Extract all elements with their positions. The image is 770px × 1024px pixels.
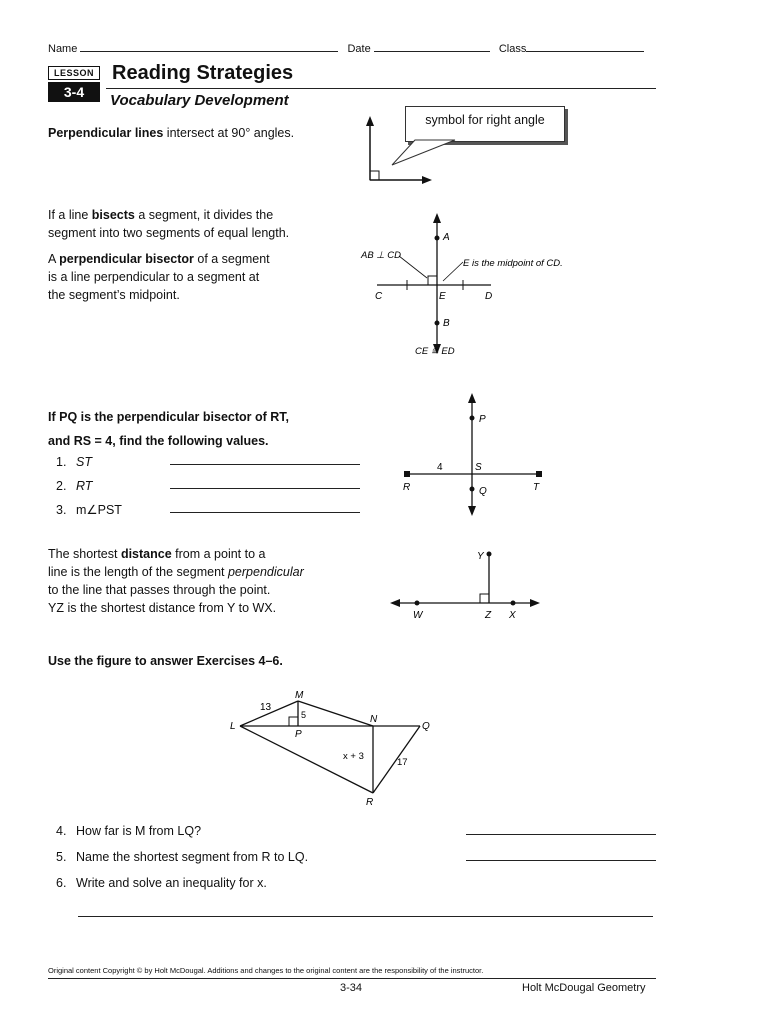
item-number: 4. bbox=[56, 824, 67, 838]
label-5: 5 bbox=[301, 710, 307, 720]
point-x bbox=[511, 601, 516, 606]
bisect-text-1: If a line bbox=[48, 208, 92, 222]
label-q: Q bbox=[479, 486, 487, 497]
copyright-notice: Original content Copyright © by Holt McDougal. Additions and changes to the original content are the responsibility of the instructor. bbox=[48, 966, 484, 975]
item-text: ST bbox=[76, 455, 92, 469]
answer-blank-5[interactable] bbox=[466, 846, 656, 861]
bisect-definition bbox=[48, 206, 289, 242]
pq-question bbox=[48, 405, 289, 453]
congruent-note: CE ≅ ED bbox=[415, 346, 455, 357]
point-r bbox=[404, 471, 410, 477]
point-w bbox=[415, 601, 420, 606]
bisect-text-2: a segment, it divides the bbox=[134, 208, 274, 222]
label-b: B bbox=[443, 318, 450, 329]
arrow-bottom bbox=[468, 506, 476, 516]
exercises-intro: Use the figure to answer Exercises 4–6. bbox=[48, 654, 283, 668]
leader-left bbox=[399, 256, 427, 278]
bisect-text-3: segment into two segments of equal length. bbox=[48, 226, 290, 240]
distance-text-1: The shortest bbox=[48, 547, 121, 561]
pq-line-2: and RS = 4, find the following values. bbox=[48, 434, 269, 448]
label-a: A bbox=[443, 232, 450, 243]
right-angle-mark bbox=[480, 594, 489, 603]
term-perpendicular-bisector: perpendicular bisector bbox=[59, 252, 194, 266]
item-number: 2. bbox=[56, 479, 67, 493]
class-label: Class bbox=[498, 43, 527, 55]
label-l: L bbox=[230, 721, 236, 732]
label-m: M bbox=[295, 690, 304, 701]
callout-pointer bbox=[392, 140, 455, 165]
lesson-number: 3-4 bbox=[48, 82, 100, 102]
segment-mn bbox=[298, 701, 373, 726]
distance-definition bbox=[48, 545, 304, 617]
point-a bbox=[435, 236, 440, 241]
item-text: Name the shortest segment from R to LQ. bbox=[76, 850, 309, 864]
exercise-figure bbox=[225, 685, 445, 810]
list-item bbox=[56, 450, 360, 474]
label-13: 13 bbox=[260, 702, 272, 713]
pq-items bbox=[56, 450, 360, 522]
answer-blank-3[interactable] bbox=[170, 498, 360, 513]
arrow-top bbox=[433, 213, 441, 223]
perpendicular-definition bbox=[48, 124, 294, 142]
perpendicular-rest: intersect at 90° angles. bbox=[163, 126, 295, 140]
answer-blank-2[interactable] bbox=[170, 474, 360, 489]
label-z: Z bbox=[485, 610, 492, 621]
item-text: m∠PST bbox=[76, 503, 122, 517]
list-item bbox=[56, 498, 360, 522]
label-w: W bbox=[413, 610, 423, 621]
label-d: D bbox=[485, 291, 493, 302]
label-s: S bbox=[475, 462, 482, 473]
leader-right bbox=[443, 262, 463, 281]
title-rule bbox=[106, 88, 656, 89]
right-angle-mark bbox=[289, 717, 298, 726]
label-four: 4 bbox=[437, 462, 443, 473]
item-number: 3. bbox=[56, 503, 67, 517]
arrowhead-right bbox=[422, 176, 432, 184]
arrow-right bbox=[530, 599, 540, 607]
arrowhead-up bbox=[366, 116, 374, 126]
label-x-plus-3: x + 3 bbox=[343, 751, 364, 762]
label-p: P bbox=[295, 729, 302, 740]
label-r: R bbox=[403, 482, 411, 493]
item-number: 5. bbox=[56, 850, 67, 864]
name-field[interactable] bbox=[80, 51, 338, 52]
class-field[interactable] bbox=[526, 51, 644, 52]
point-p bbox=[470, 416, 475, 421]
list-item bbox=[56, 870, 656, 896]
name-line bbox=[48, 43, 644, 55]
item-text: How far is M from LQ? bbox=[76, 824, 202, 838]
arrow-top bbox=[468, 393, 476, 403]
lesson-label: LESSON bbox=[48, 66, 100, 80]
pq-figure bbox=[395, 388, 555, 520]
answer-blank-1[interactable] bbox=[170, 450, 360, 465]
label-n: N bbox=[370, 714, 378, 725]
distance-text-3: line is the length of the segment bbox=[48, 565, 228, 579]
point-y bbox=[487, 552, 492, 557]
exercise-items bbox=[56, 818, 656, 896]
label-x: X bbox=[509, 610, 516, 621]
term-distance: distance bbox=[120, 547, 172, 561]
answer-blank-4[interactable] bbox=[466, 820, 656, 835]
point-b bbox=[435, 321, 440, 326]
ab-perp-cd: AB ⊥ CD bbox=[361, 250, 401, 261]
label-e: E bbox=[439, 291, 446, 302]
footer-rule bbox=[48, 978, 656, 979]
label-17: 17 bbox=[397, 757, 408, 768]
term-perpendicular: Perpendicular lines bbox=[48, 126, 164, 140]
distance-text-2: from a point to a bbox=[171, 547, 266, 561]
list-item bbox=[56, 818, 656, 844]
term-perpendicular-italic: perpendicular bbox=[227, 565, 304, 579]
right-angle-mark bbox=[428, 276, 437, 285]
list-item bbox=[56, 844, 656, 870]
label-c: C bbox=[375, 291, 383, 302]
midpoint-note: E is the midpoint of CD. bbox=[463, 258, 563, 269]
date-label: Date bbox=[347, 43, 371, 55]
label-t: T bbox=[533, 482, 540, 493]
pb-text-2: of a segment bbox=[193, 252, 270, 266]
point-t bbox=[536, 471, 542, 477]
point-q bbox=[470, 487, 475, 492]
label-p: P bbox=[479, 414, 486, 425]
answer-line-6[interactable] bbox=[78, 916, 653, 917]
pb-text-3: is a line perpendicular to a segment at bbox=[48, 270, 260, 284]
lesson-badge bbox=[48, 66, 100, 102]
pb-text-4: the segment’s midpoint. bbox=[48, 288, 180, 302]
distance-text-5: YZ is the shortest distance from Y to WX. bbox=[48, 601, 277, 615]
pb-text-1: A bbox=[48, 252, 60, 266]
item-number: 1. bbox=[56, 455, 67, 469]
perpendicular-bisector-definition bbox=[48, 250, 270, 304]
distance-figure bbox=[385, 545, 545, 625]
label-r: R bbox=[366, 797, 374, 808]
item-number: 6. bbox=[56, 876, 67, 890]
list-item bbox=[56, 474, 360, 498]
term-bisects: bisects bbox=[91, 208, 135, 222]
distance-text-4: to the line that passes through the point. bbox=[48, 583, 271, 597]
item-text: Write and solve an inequality for x. bbox=[76, 876, 267, 890]
name-label: Name bbox=[48, 43, 78, 55]
right-angle-callout: symbol for right angle bbox=[405, 106, 565, 142]
pq-line-1: If PQ is the perpendicular bisector of RT, bbox=[48, 410, 290, 424]
right-angle-mark bbox=[370, 171, 379, 180]
label-y: Y bbox=[477, 551, 484, 562]
date-field[interactable] bbox=[374, 51, 490, 52]
arrow-left bbox=[390, 599, 400, 607]
item-text: RT bbox=[76, 479, 93, 493]
book-title: Holt McDougal Geometry bbox=[522, 982, 646, 994]
page-title: Reading Strategies bbox=[112, 62, 294, 84]
label-q: Q bbox=[422, 721, 430, 732]
perpendicular-figure bbox=[360, 110, 560, 190]
page-number: 3-34 bbox=[340, 982, 363, 994]
page-subtitle: Vocabulary Development bbox=[110, 92, 289, 109]
bisector-figure bbox=[355, 208, 595, 360]
